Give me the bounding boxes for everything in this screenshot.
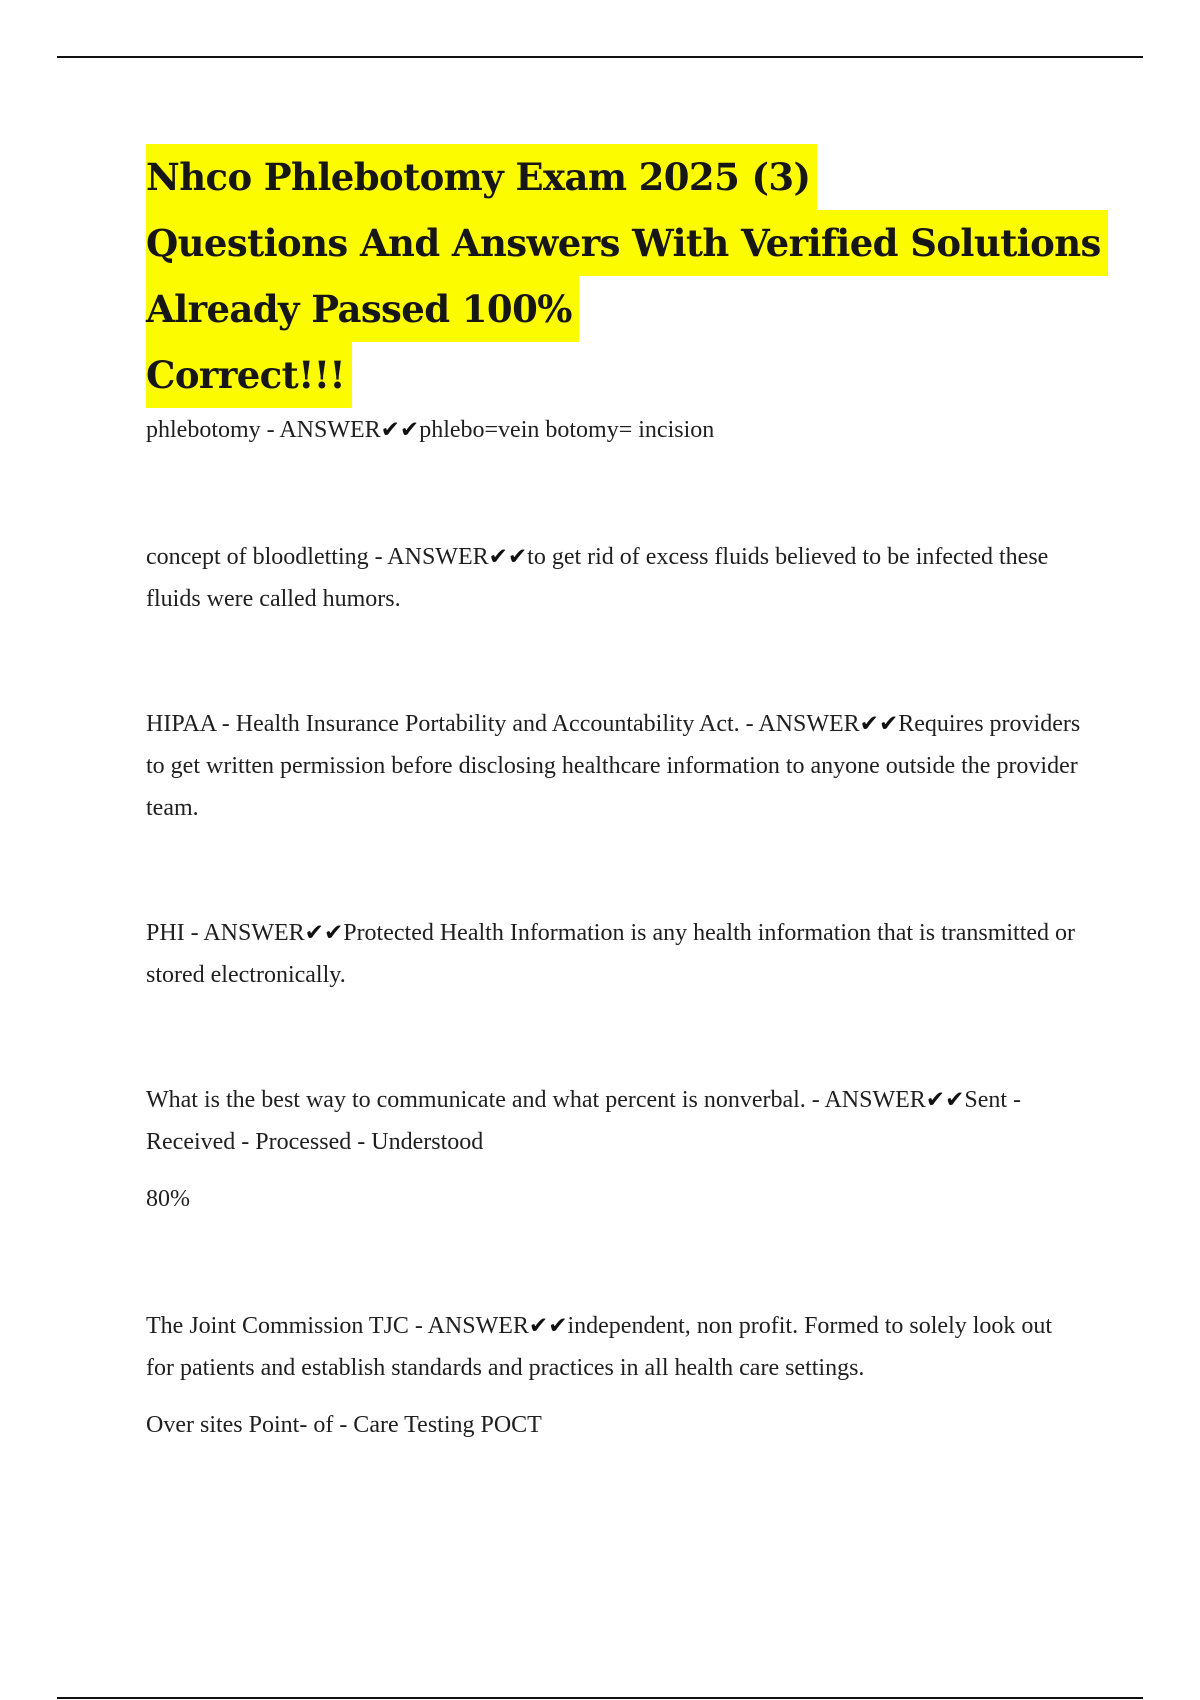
title-line-4: Correct!!! bbox=[146, 342, 352, 408]
qa-entry-hipaa bbox=[146, 703, 1086, 829]
qa-entry-communication bbox=[146, 1079, 1086, 1220]
qa-extra-line: Over sites Point- of - Care Testing POCT bbox=[146, 1412, 542, 1438]
document-title bbox=[146, 144, 1106, 408]
qa-entry-phi bbox=[146, 912, 1086, 996]
question-term: phlebotomy - ANSWER bbox=[146, 417, 381, 443]
title-line-2: Questions And Answers With Verified Solutions bbox=[146, 210, 1108, 276]
question-term: PHI - ANSWER bbox=[146, 920, 305, 946]
answer-check-icon: ✔✔ bbox=[859, 711, 899, 737]
qa-text bbox=[146, 409, 1086, 451]
answer-text: to get rid of excess fluids believed to be infected these fluids were called humors. bbox=[146, 544, 1049, 612]
answer-text: independent, non profit. Formed to solely look out for patients and establish standards and practices in all health care settings. bbox=[146, 1313, 1053, 1381]
title-line-1: Nhco Phlebotomy Exam 2025 (3) bbox=[146, 144, 817, 210]
answer-text: Requires providers to get written permission before disclosing healthcare information to anyone outside the provider team. bbox=[146, 711, 1081, 821]
qa-extra-line: 80% bbox=[146, 1186, 190, 1212]
qa-text bbox=[146, 1305, 1086, 1389]
qa-entry-joint-commission bbox=[146, 1305, 1086, 1446]
answer-check-icon: ✔✔ bbox=[488, 544, 528, 570]
qa-text bbox=[146, 703, 1086, 829]
top-rule bbox=[57, 56, 1143, 58]
answer-check-icon: ✔✔ bbox=[925, 1087, 965, 1113]
answer-check-icon: ✔✔ bbox=[528, 1313, 568, 1339]
answer-check-icon: ✔✔ bbox=[304, 920, 344, 946]
answer-text: Protected Health Information is any health information that is transmitted or stored electronically. bbox=[146, 920, 1076, 988]
question-term: What is the best way to communicate and what percent is nonverbal. - ANSWER bbox=[146, 1087, 926, 1113]
answer-text: phlebo=vein botomy= incision bbox=[419, 417, 715, 443]
question-term: The Joint Commission TJC - ANSWER bbox=[146, 1313, 529, 1339]
qa-entry-phlebotomy bbox=[146, 409, 1086, 451]
qa-entry-bloodletting bbox=[146, 536, 1086, 620]
bottom-rule bbox=[57, 1697, 1143, 1699]
answer-text: Sent - Received - Processed - Understood bbox=[146, 1087, 1022, 1155]
qa-text bbox=[146, 912, 1086, 996]
title-line-3: Already Passed 100% bbox=[146, 276, 579, 342]
answer-check-icon: ✔✔ bbox=[380, 417, 420, 443]
qa-text bbox=[146, 1079, 1086, 1163]
question-term: HIPAA - Health Insurance Portability and Accountability Act. - ANSWER bbox=[146, 711, 860, 737]
qa-text bbox=[146, 536, 1086, 620]
question-term: concept of bloodletting - ANSWER bbox=[146, 544, 489, 570]
